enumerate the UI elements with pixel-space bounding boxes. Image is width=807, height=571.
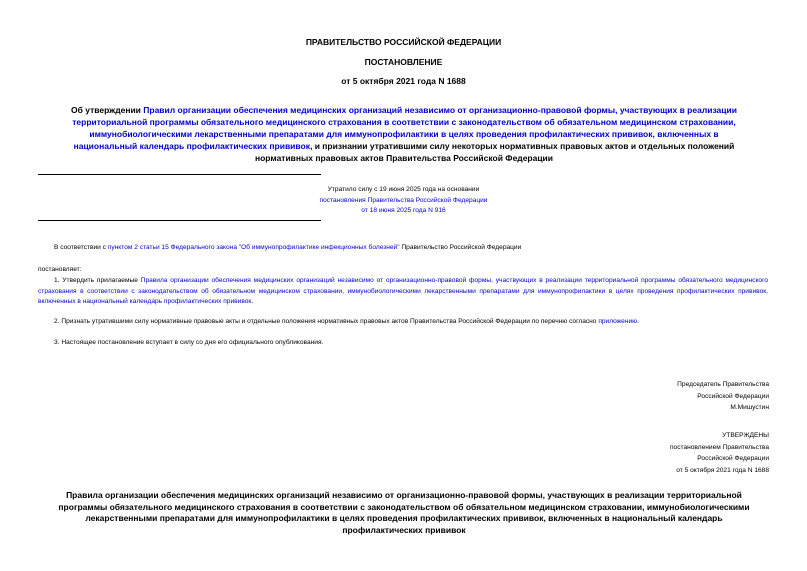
title-rules-link[interactable]: Правил организации обеспечения медицинских организаций независимо от организационно-правовой формы, участвующих в реализации территориальной программы обязательного медицинского страхования в соответствии с законодательством об обязательном медицинском страховании, иммунобиологическими лекарственными препаратами для иммунопрофилактики в целях проведения профилактических прививок, включенных в национальный календарь профилактических прививок [72, 105, 737, 151]
document-date-number: от 5 октября 2021 года N 1688 [341, 76, 466, 86]
preamble-suffix: Правительство Российской Федерации [399, 244, 522, 251]
document-title [64, 104, 744, 164]
approval-date: от 5 октября 2021 года N 1688 [676, 466, 769, 474]
repeal-decree-link[interactable]: постановления Правительства Российской Федерации [319, 196, 488, 204]
title-prefix: Об утверждении [71, 105, 144, 115]
title-suffix: , и признании утратившими силу некоторых нормативных правовых актов и отдельных положений нормативных правовых актов Правительства Российской Федерации [254, 141, 735, 163]
signature-country: Российской Федерации [697, 392, 769, 400]
signature-position: Председатель Правительства [677, 381, 769, 388]
government-heading: ПРАВИТЕЛЬСТВО РОССИЙСКОЙ ФЕДЕРАЦИИ [305, 37, 502, 47]
approval-block [670, 430, 769, 476]
item-2 [38, 317, 768, 328]
status-note [250, 185, 557, 217]
approval-heading: УТВЕРЖДЕНЫ [722, 432, 769, 439]
item-1-rules-link[interactable]: Правила организации обеспечения медицинских организаций независимо от организационно-правовой формы, участвующих в реализации территориальной программы обязательного медицинского страхования в соответствии с законодательством об обязательном медицинском страховании, иммунобиологическими лекарственными препаратами для иммунопрофилактики в целях проведения профилактических прививок, включенных в национальный календарь профилактических прививок [38, 277, 768, 305]
preamble [38, 243, 768, 254]
decrees-word: постановляет: [38, 266, 82, 273]
preamble-prefix: В соответствии с [54, 244, 108, 251]
rules-title: Правила организации обеспечения медицинских организаций независимо от организационно-правовой формы, участвующих в реализации территориальной программы обязательного медицинского страхования в соответствии с законодательством об обязательном медицинском страховании, иммунобиологическими лекарственными препаратами для иммунопрофилактики в целях проведения профилактических прививок, включенных в национальный календарь профилактических прививок [58, 490, 750, 535]
federal-law-link[interactable]: пунктом 2 статьи 15 Федерального закона "Об иммунопрофилактике инфекционных болезней" [107, 244, 400, 251]
divider-bottom [38, 220, 321, 221]
status-note-text: Утратило силу с 19 июня 2025 года на основании [327, 186, 480, 193]
appendix-link[interactable]: приложению [598, 318, 638, 325]
item-1-prefix: 1. Утвердить прилагаемые [54, 277, 141, 284]
signature-block [677, 379, 769, 414]
item-2-prefix: 2. Признать утратившими силу нормативные правовые акты и отдельные положения нормативных правовых актов Правительства Российской Федерации по перечню согласно [54, 318, 599, 325]
approval-by: постановлением Правительства [669, 443, 769, 451]
item-2-suffix: . [637, 318, 639, 325]
item-1 [38, 276, 768, 308]
item-3: 3. Настоящее постановление вступает в силу со дня его официального опубликования. [54, 339, 324, 346]
approval-country: Российской Федерации [697, 455, 769, 462]
signature-name: М.Мишустин [730, 404, 769, 411]
document-type: ПОСТАНОВЛЕНИЕ [364, 57, 443, 67]
item-1-suffix: . [251, 298, 254, 305]
repeal-decree-date-link[interactable]: от 18 июня 2025 года N 916 [361, 207, 446, 214]
divider-top [38, 174, 321, 175]
